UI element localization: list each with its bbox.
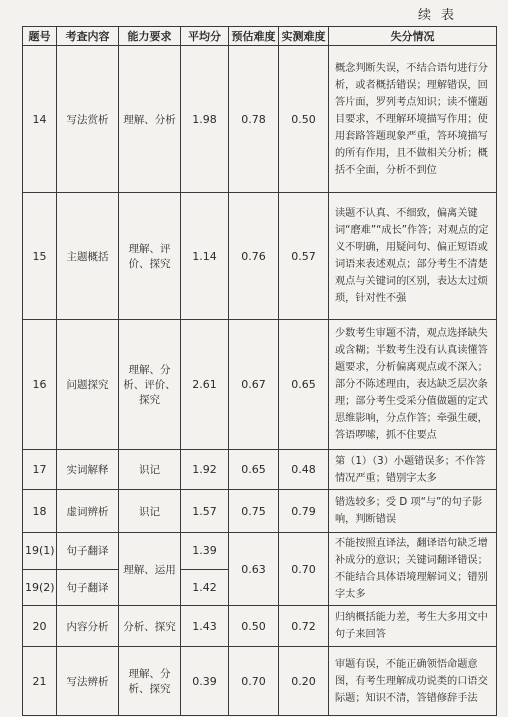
average-score: 1.39 xyxy=(181,533,229,570)
question-number: 18 xyxy=(23,490,57,533)
average-score: 1.92 xyxy=(181,450,229,490)
measured-difficulty: 0.65 xyxy=(279,320,329,450)
question-content: 内容分析 xyxy=(57,606,119,647)
question-content: 写法赏析 xyxy=(57,46,119,193)
header-average: 平均分 xyxy=(181,27,229,46)
measured-difficulty: 0.72 xyxy=(279,606,329,647)
loss-analysis: 审题有误，不能正确领悟命题意图，有考生理解成功说类的口语交际题；知识不清，答错修辞手法 xyxy=(329,647,497,716)
table-row-14 xyxy=(23,46,497,193)
ability-requirement: 识记 xyxy=(119,450,181,490)
loss-analysis: 少数考生审题不清，观点选择缺失或含糊；半数考生没有认真读懂答题要求，分析偏离观点或不深入；部分不陈述理由，表达缺乏层次条理；部分考生受采分值做题的定式思维影响，分点作答；牵强生硬，答语啰嗦，抓不住要点 xyxy=(329,320,497,450)
question-number: 15 xyxy=(23,193,57,320)
average-score: 1.43 xyxy=(181,606,229,647)
average-score: 0.39 xyxy=(181,647,229,716)
measured-difficulty: 0.20 xyxy=(279,647,329,716)
measured-difficulty: 0.79 xyxy=(279,490,329,533)
continued-label: 续表 xyxy=(417,8,464,23)
header-analysis: 失分情况 xyxy=(329,27,497,46)
table-row-15 xyxy=(23,193,497,320)
question-content: 实词解释 xyxy=(57,450,119,490)
table-row-21 xyxy=(23,647,497,716)
ability-requirement: 理解、分析、评价、探究 xyxy=(119,320,181,450)
loss-analysis: 归纳概括能力差，考生大多用文中句子来回答 xyxy=(329,606,497,647)
expected-difficulty: 0.50 xyxy=(229,606,279,647)
loss-analysis: 第（1）（3）小题错误多；不作答情况严重；错别字太多 xyxy=(329,450,497,490)
ability-requirement: 理解、运用 xyxy=(119,533,181,606)
expected-difficulty: 0.70 xyxy=(229,647,279,716)
header-measured-difficulty: 实测难度 xyxy=(279,27,329,46)
loss-analysis: 读题不认真、不细致，偏离关键词“磨难”“成长”作答；对观点的定义不明确，用疑问句、偏正短语或词语来表述观点；部分考生不清楚观点与关键词的区别，表达太过烦琐，针对性不强 xyxy=(329,193,497,320)
loss-analysis: 不能按照直译法，翻译语句缺乏增补成分的意识；关键词翻译错误；不能结合具体语境理解词义；错别字太多 xyxy=(329,533,497,606)
table-row-19-1 xyxy=(23,533,497,570)
average-score: 2.61 xyxy=(181,320,229,450)
header-expected-difficulty: 预估难度 xyxy=(229,27,279,46)
question-number: 17 xyxy=(23,450,57,490)
table-row-17 xyxy=(23,450,497,490)
expected-difficulty: 0.65 xyxy=(229,450,279,490)
ability-requirement: 理解、分析 xyxy=(119,46,181,193)
measured-difficulty: 0.57 xyxy=(279,193,329,320)
loss-analysis: 概念判断失误，不结合语句进行分析，或者概括错误；理解错误，回答片面，罗列考点知识；读不懂题目要求，不理解环境描写作用；使用套路答题现象严重，答环境描写的所有作用，且不做相关分析；概括不全面，分析不到位 xyxy=(329,46,497,193)
expected-difficulty: 0.67 xyxy=(229,320,279,450)
ability-requirement: 理解、评价、探究 xyxy=(119,193,181,320)
expected-difficulty: 0.63 xyxy=(229,533,279,606)
ability-requirement: 分析、探究 xyxy=(119,606,181,647)
table-row-16 xyxy=(23,320,497,450)
loss-analysis: 错选较多；受 D 项“与”的句子影响，判断错误 xyxy=(329,490,497,533)
average-score: 1.57 xyxy=(181,490,229,533)
measured-difficulty: 0.70 xyxy=(279,533,329,606)
question-content: 句子翻译 xyxy=(57,533,119,570)
average-score: 1.42 xyxy=(181,569,229,606)
header-row xyxy=(23,27,497,46)
question-content: 问题探究 xyxy=(57,320,119,450)
header-number: 题号 xyxy=(23,27,57,46)
header-ability: 能力要求 xyxy=(119,27,181,46)
table-row-20 xyxy=(23,606,497,647)
header-content: 考查内容 xyxy=(57,27,119,46)
question-number: 14 xyxy=(23,46,57,193)
measured-difficulty: 0.50 xyxy=(279,46,329,193)
table-row-18 xyxy=(23,490,497,533)
question-number: 21 xyxy=(23,647,57,716)
question-number: 19(2) xyxy=(23,569,57,606)
expected-difficulty: 0.75 xyxy=(229,490,279,533)
question-content: 主题概括 xyxy=(57,193,119,320)
question-content: 写法辨析 xyxy=(57,647,119,716)
score-analysis-table xyxy=(22,26,497,716)
question-content: 句子翻译 xyxy=(57,569,119,606)
expected-difficulty: 0.76 xyxy=(229,193,279,320)
question-number: 20 xyxy=(23,606,57,647)
ability-requirement: 理解、分析、探究 xyxy=(119,647,181,716)
expected-difficulty: 0.78 xyxy=(229,46,279,193)
question-number: 16 xyxy=(23,320,57,450)
measured-difficulty: 0.48 xyxy=(279,450,329,490)
question-number: 19(1) xyxy=(23,533,57,570)
question-content: 虚词辨析 xyxy=(57,490,119,533)
average-score: 1.98 xyxy=(181,46,229,193)
ability-requirement: 识记 xyxy=(119,490,181,533)
average-score: 1.14 xyxy=(181,193,229,320)
